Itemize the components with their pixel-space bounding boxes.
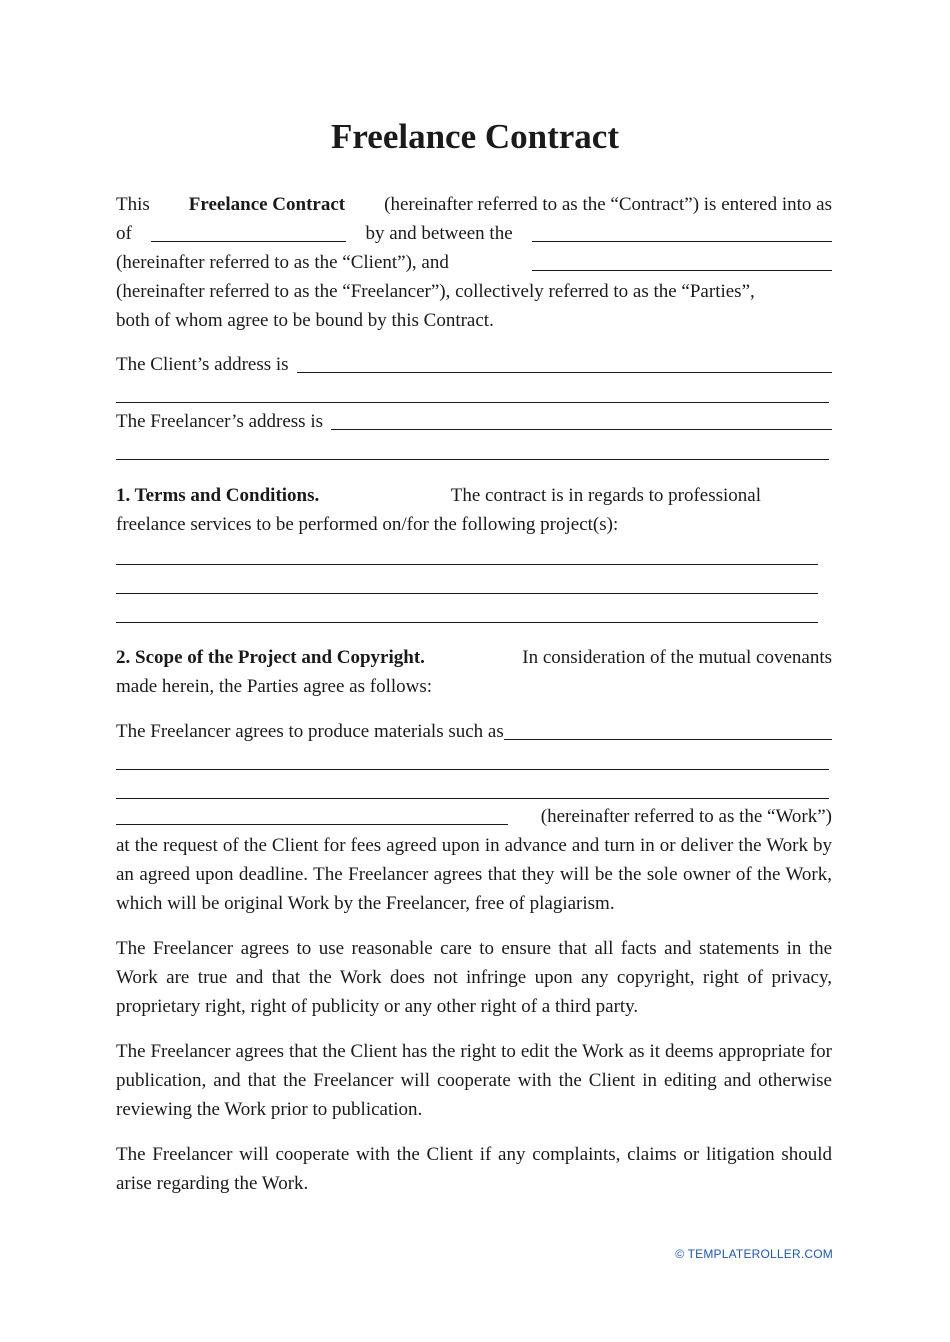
section-2-text: In consideration of the mutual covenants [522,647,832,668]
materials-line [116,717,832,746]
date-blank[interactable] [151,241,346,242]
intro-line-3 [116,248,832,277]
section-1-line-2: freelance services to be performed on/for the following project(s): [116,514,619,535]
section-1 [116,481,761,539]
edit-paragraph: The Freelancer agrees that the Client has the right to edit the Work as it deems appropriate for publication, and that the Freelancer will cooperate with the Client in editing and otherwise reviewing the Work prior to publication. [116,1041,832,1120]
freelancer-name-blank[interactable] [532,270,832,271]
materials-blank-3[interactable] [116,798,829,799]
project-blank-1[interactable] [116,564,818,565]
client-address-line [116,350,832,379]
work-line [116,802,832,831]
client-address-row [116,350,832,379]
section-1-text: The contract is in regards to professional [450,485,761,506]
intro-line-1 [116,190,832,219]
footer-copyright[interactable]: © TEMPLATEROLLER.COM [675,1247,833,1261]
freelancer-address-row [116,407,832,436]
cooperate-paragraph: The Freelancer will cooperate with the Client if any complaints, claims or litigation should arise regarding the Work. [116,1144,832,1194]
intro-paragraph [116,190,832,335]
contract-name: Freelance Contract [188,194,346,215]
freelancer-address-line [116,407,832,436]
intro-text: (hereinafter referred to as the “Contract”) is entered into as [384,194,832,215]
section-2 [116,643,832,701]
freelancer-address-blank-2[interactable] [116,459,829,460]
project-blank-3[interactable] [116,622,818,623]
section-2-line-1 [116,643,832,672]
intro-text: of [116,223,132,244]
intro-line-5: both of whom agree to be bound by this Contract. [116,310,494,331]
section-1-heading: 1. Terms and Conditions. [116,485,320,506]
client-address-blank[interactable] [297,372,832,373]
page-title: Freelance Contract [331,117,619,156]
work-paragraph: at the request of the Client for fees agreed upon in advance and turn in or deliver the Work by an agreed upon deadline. The Freelancer agrees that they will be the sole owner of the Work, which will be original Work by the Freelancer, free of plagiarism. [116,835,832,914]
intro-text: (hereinafter referred to as the “Client”), and [116,252,449,273]
client-name-blank[interactable] [532,241,832,242]
work-row [116,802,832,831]
work-blank[interactable] [116,824,508,825]
section-2-heading: 2. Scope of the Project and Copyright. [116,647,425,668]
care-paragraph: The Freelancer agrees to use reasonable care to ensure that all facts and statements in the Work are true and that the Work does not infringe upon any copyright, right of privacy, proprietary right, right of publicity or any other right of a third party. [116,938,832,1017]
intro-line-4 [116,277,832,306]
materials-blank-2[interactable] [116,769,829,770]
intro-text: This [116,194,150,215]
work-suffix: (hereinafter referred to as the “Work”) [540,806,832,827]
project-blank-2[interactable] [116,593,818,594]
freelancer-address-blank[interactable] [331,429,832,430]
section-2-line-2: made herein, the Parties agree as follows: [116,676,433,697]
client-address-label: The Client’s address is [116,354,289,375]
intro-text: by and between the [365,223,513,244]
client-address-blank-2[interactable] [116,402,829,403]
section-1-line-1 [116,481,761,510]
freelancer-address-label: The Freelancer’s address is [116,411,323,432]
materials-row [116,717,832,746]
materials-blank[interactable] [504,739,832,740]
materials-label: The Freelancer agrees to produce materials such as [116,721,504,742]
intro-line-2 [116,219,832,248]
intro-text: (hereinafter referred to as the “Freelancer”), collectively referred to as the “Parties”, [116,281,755,302]
